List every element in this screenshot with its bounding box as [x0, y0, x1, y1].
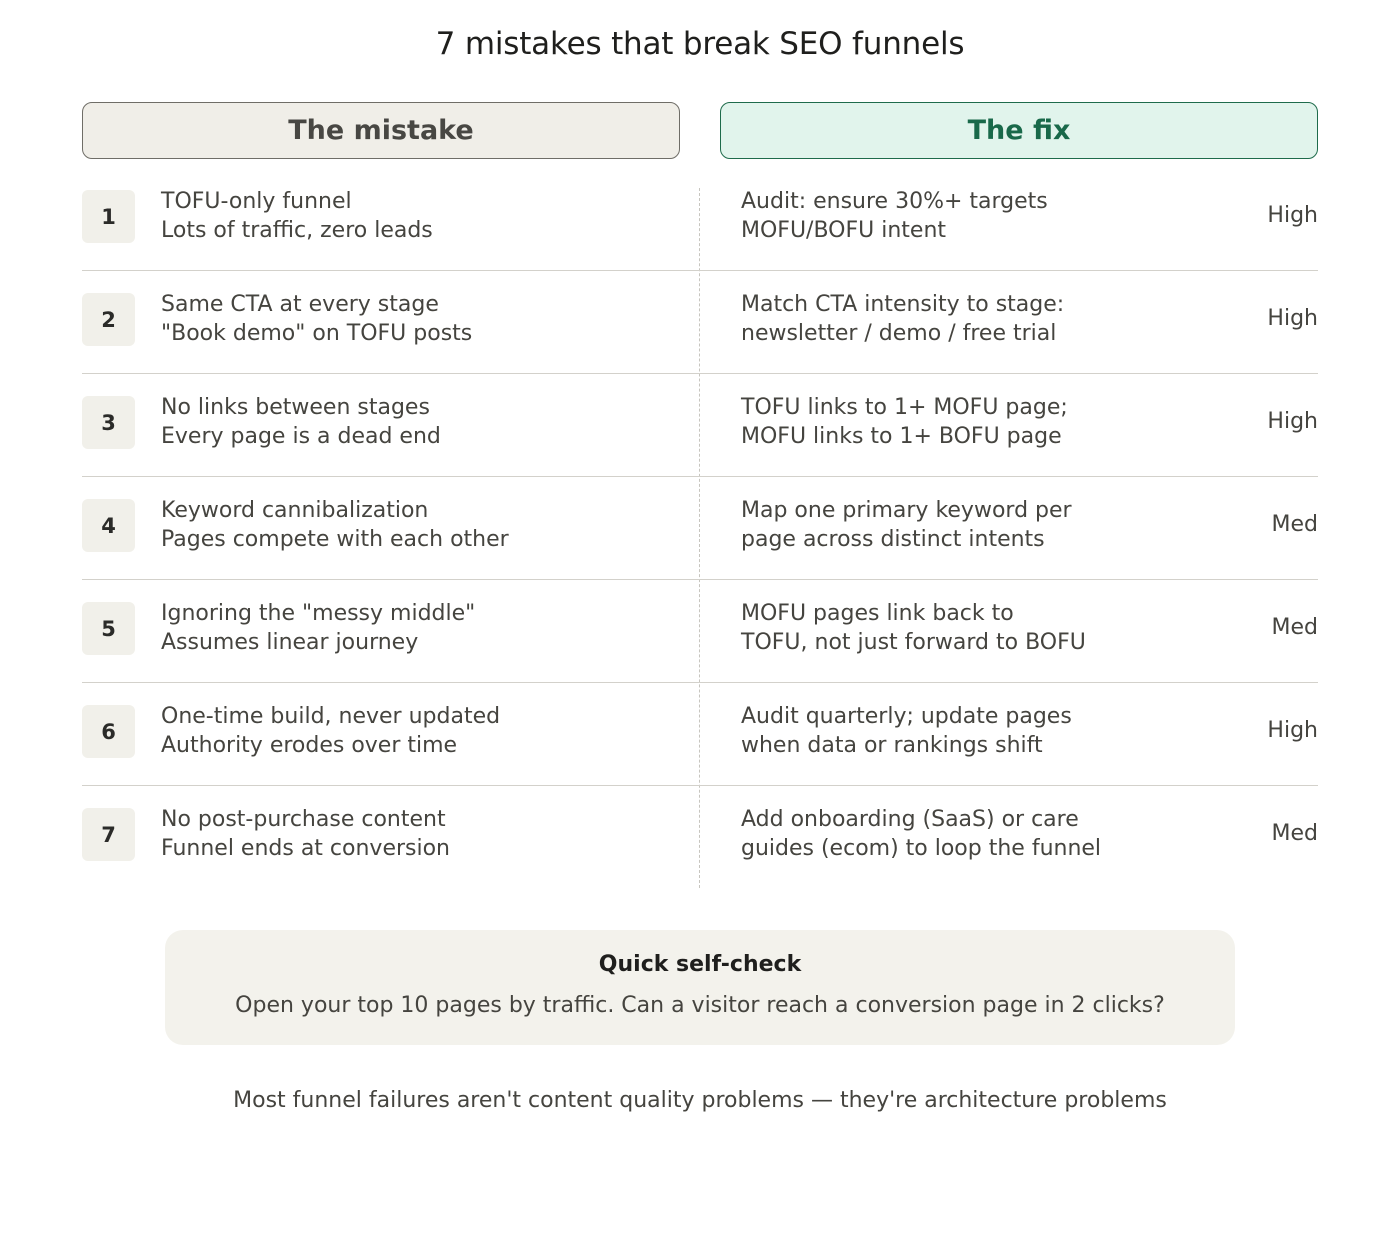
fix-line: Match CTA intensity to stage:	[741, 292, 1065, 317]
callout-title: Quick self-check	[598, 952, 802, 977]
impact-label: High	[1267, 718, 1318, 743]
fix-cell	[741, 187, 1048, 245]
mistake-detail: "Book demo" on TOFU posts	[161, 321, 473, 346]
fix-line: Map one primary keyword per	[741, 498, 1072, 523]
mistake-detail: Assumes linear journey	[161, 630, 419, 655]
fix-line: TOFU, not just forward to BOFU	[741, 630, 1086, 655]
page-title: 7 mistakes that break SEO funnels	[435, 26, 965, 62]
table-row	[82, 786, 1318, 889]
mistake-title: No post-purchase content	[161, 807, 446, 832]
table-row	[82, 374, 1318, 477]
impact-label: Med	[1271, 512, 1318, 537]
row-number-badge: 5	[82, 602, 135, 655]
mistake-cell	[161, 805, 450, 863]
fix-line: page across distinct intents	[741, 527, 1045, 552]
table-row	[82, 168, 1318, 271]
fix-line: MOFU pages link back to	[741, 601, 1014, 626]
table-row	[82, 271, 1318, 374]
row-number-badge: 1	[82, 190, 135, 243]
mistake-cell	[161, 702, 500, 760]
mistakes-table	[82, 168, 1318, 889]
fix-cell	[741, 496, 1072, 554]
fix-cell	[741, 290, 1064, 348]
mistake-title: Same CTA at every stage	[161, 292, 439, 317]
mistake-detail: Pages compete with each other	[161, 527, 509, 552]
fix-cell	[741, 805, 1101, 863]
impact-label: Med	[1271, 821, 1318, 846]
mistake-detail: Funnel ends at conversion	[161, 836, 450, 861]
impact-label: High	[1267, 409, 1318, 434]
mistake-cell	[161, 393, 441, 451]
fix-line: when data or rankings shift	[741, 733, 1043, 758]
fix-line: MOFU links to 1+ BOFU page	[741, 424, 1062, 449]
mistake-title: Keyword cannibalization	[161, 498, 429, 523]
mistake-cell	[161, 599, 475, 657]
fix-line: newsletter / demo / free trial	[741, 321, 1057, 346]
table-row	[82, 477, 1318, 580]
mistake-cell	[161, 290, 472, 348]
mistake-column-header: The mistake	[82, 102, 680, 159]
mistake-title: Ignoring the "messy middle"	[161, 601, 476, 626]
impact-label: High	[1267, 203, 1318, 228]
callout-body: Open your top 10 pages by traffic. Can a visitor reach a conversion page in 2 clicks?	[235, 993, 1165, 1018]
mistake-title: No links between stages	[161, 395, 430, 420]
fix-line: Audit: ensure 30%+ targets	[741, 189, 1048, 214]
fix-cell	[741, 702, 1072, 760]
mistake-detail: Lots of traffic, zero leads	[161, 218, 433, 243]
self-check-callout	[165, 930, 1235, 1045]
fix-line: Add onboarding (SaaS) or care	[741, 807, 1079, 832]
fix-line: Audit quarterly; update pages	[741, 704, 1072, 729]
impact-label: Med	[1271, 615, 1318, 640]
mistake-detail: Authority erodes over time	[161, 733, 458, 758]
mistake-cell	[161, 187, 433, 245]
row-number-badge: 2	[82, 293, 135, 346]
mistake-title: TOFU-only funnel	[161, 189, 352, 214]
row-number-badge: 3	[82, 396, 135, 449]
fix-line: guides (ecom) to loop the funnel	[741, 836, 1102, 861]
fix-line: TOFU links to 1+ MOFU page;	[741, 395, 1068, 420]
row-number-badge: 6	[82, 705, 135, 758]
row-number-badge: 4	[82, 499, 135, 552]
mistake-cell	[161, 496, 509, 554]
fix-column-header: The fix	[720, 102, 1318, 159]
footer-note: Most funnel failures aren't content quality problems — they're architecture problems	[233, 1088, 1167, 1113]
table-row	[82, 683, 1318, 786]
fix-cell	[741, 599, 1086, 657]
row-number-badge: 7	[82, 808, 135, 861]
mistake-detail: Every page is a dead end	[161, 424, 441, 449]
table-row	[82, 580, 1318, 683]
fix-line: MOFU/BOFU intent	[741, 218, 947, 243]
mistake-title: One-time build, never updated	[161, 704, 501, 729]
impact-label: High	[1267, 306, 1318, 331]
fix-cell	[741, 393, 1068, 451]
